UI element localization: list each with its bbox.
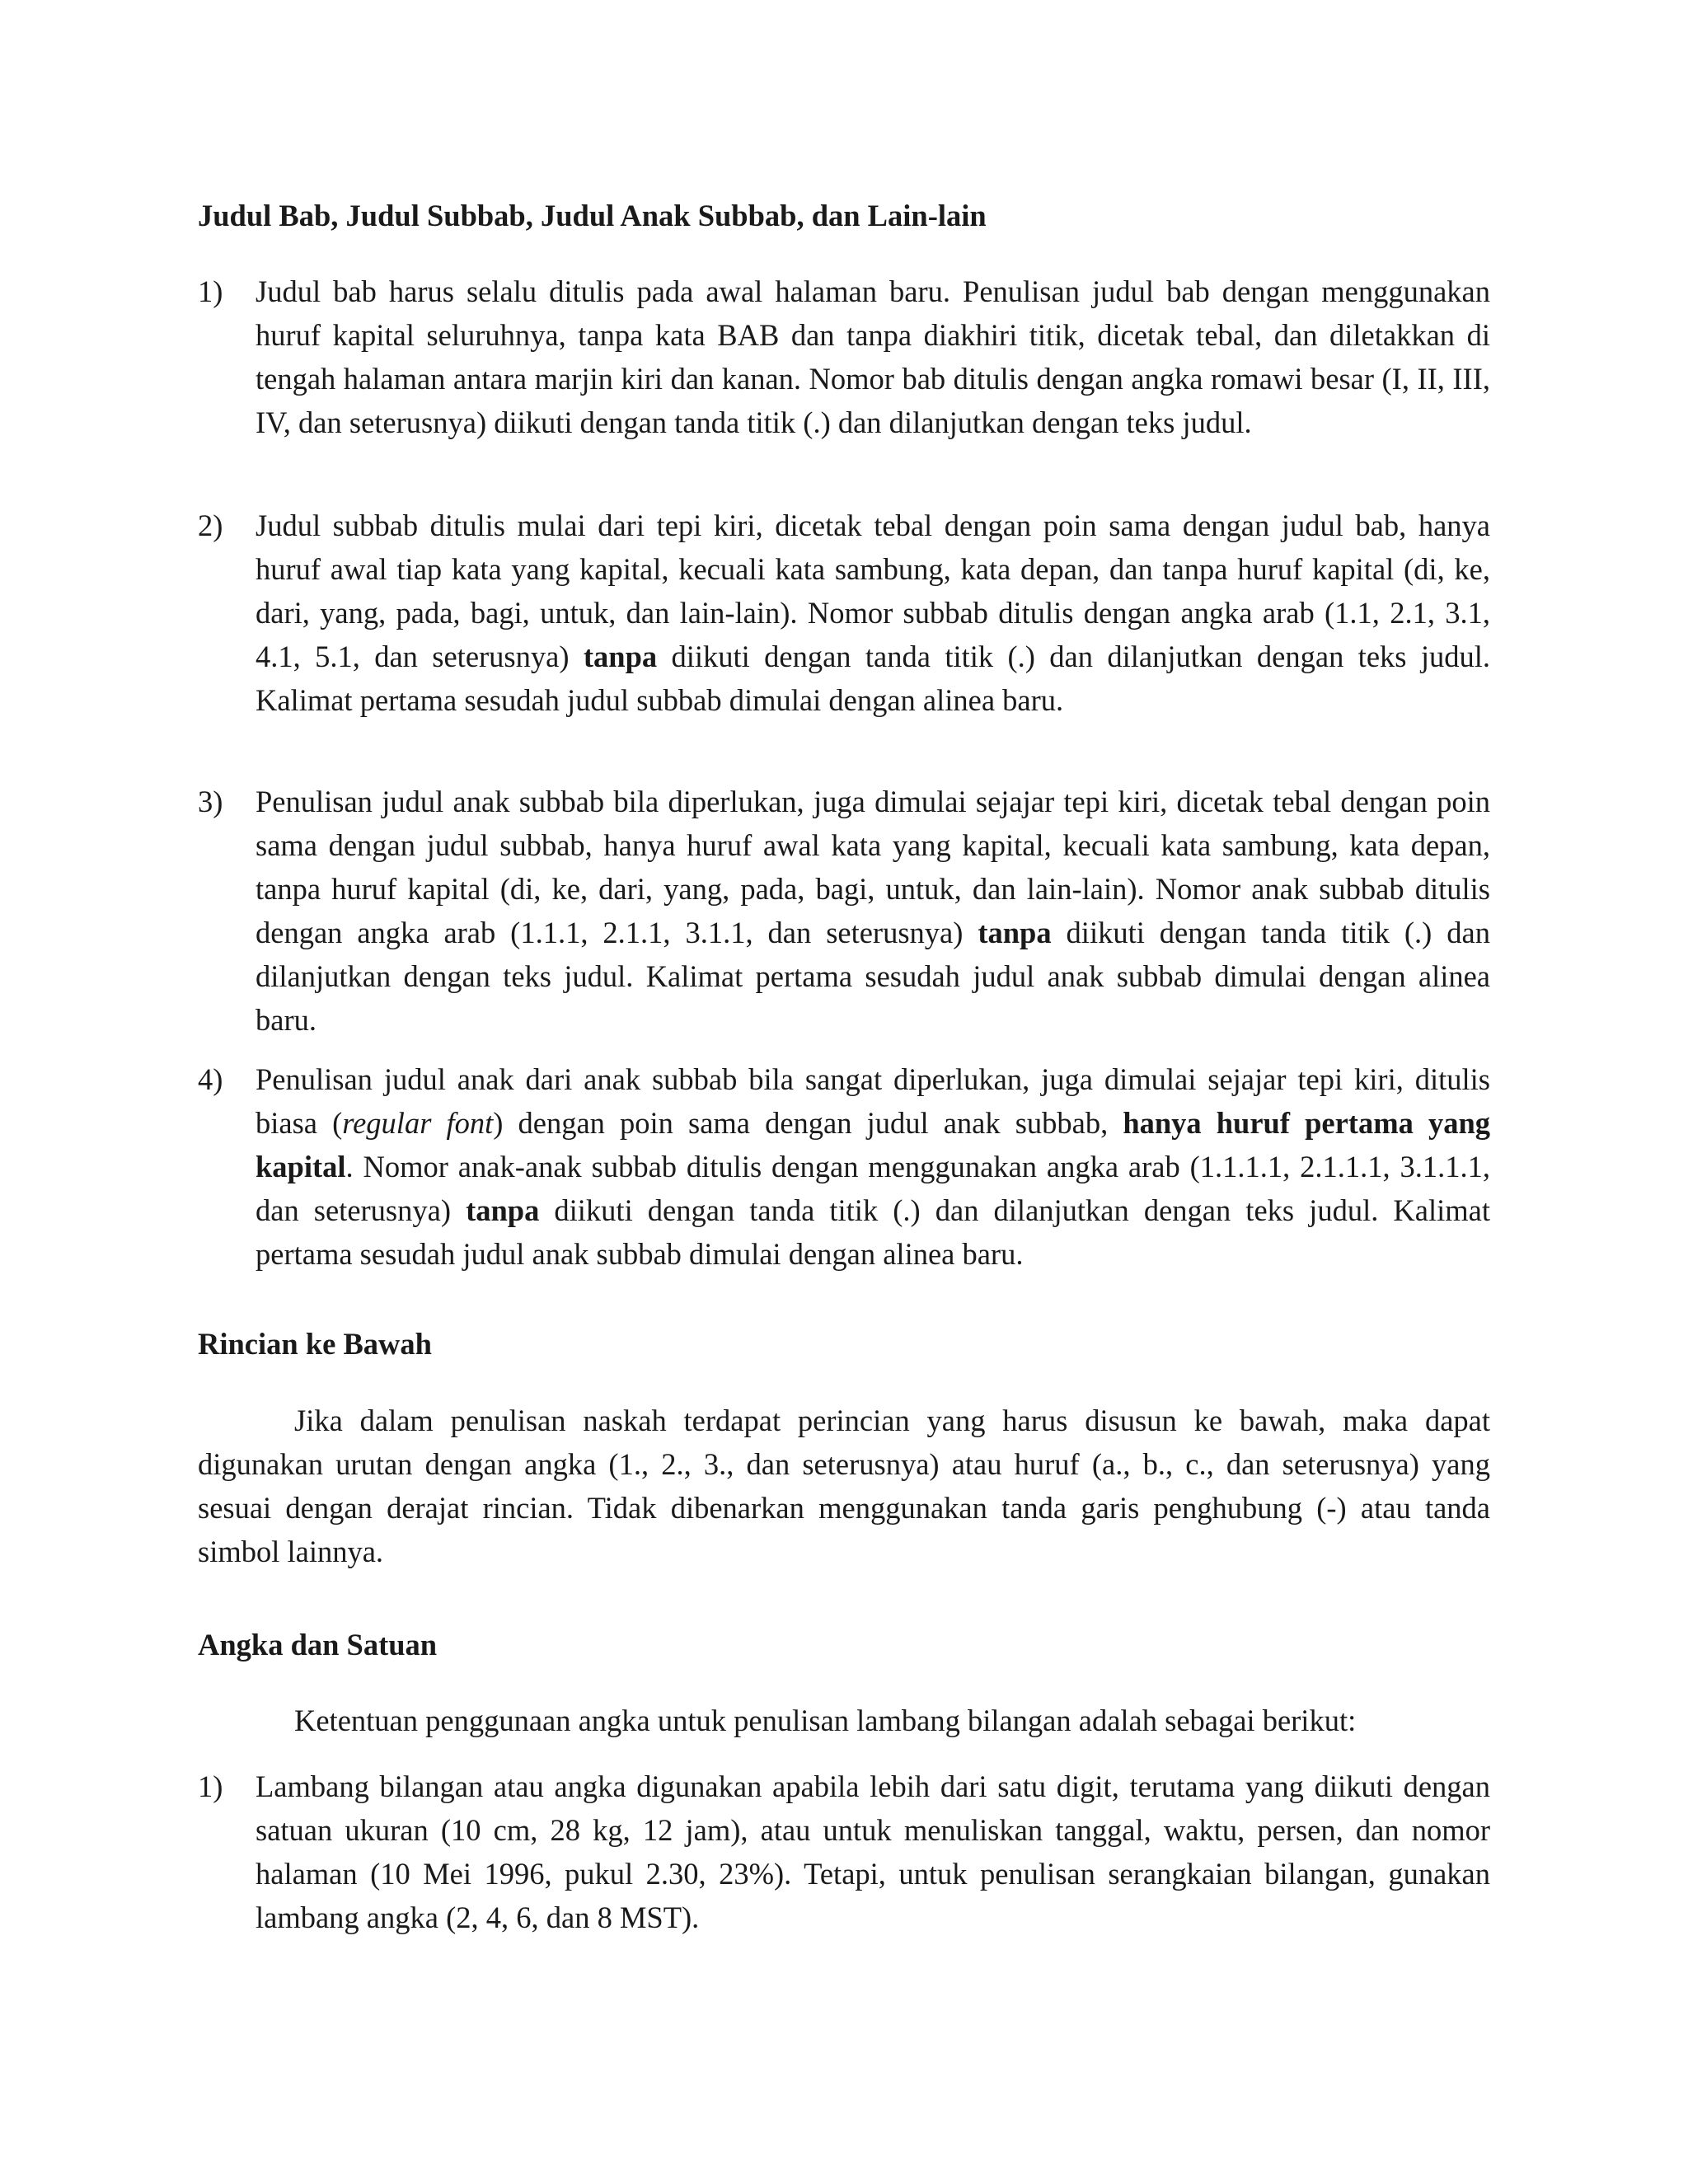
text-run: Penulisan judul anak subbab bila diperlukan, juga dimulai sejajar tepi kiri, dicetak tebal dengan poin sama dengan judul subbab, hanya huruf awal kata yang kapital, kecuali kata sambung, kata depan, tanpa huruf kapital (di, ke, dari, yang, pada, bagi, untuk, dan lain-lain). Nomor anak subbab ditulis dengan angka arab (1.1.1, 2.1.1, 3.1.1, dan seterusnya) [256, 785, 1490, 949]
section-heading-rincian: Rincian ke Bawah [198, 1327, 432, 1361]
bold-text: hanya huruf pertama yang kapital [256, 1106, 1490, 1183]
bold-text: tanpa [978, 916, 1052, 949]
bold-text: tanpa [583, 640, 658, 673]
list-item [198, 1057, 1490, 1276]
section-heading-judul: Judul Bab, Judul Subbab, Judul Anak Subbab, dan Lain-lain [198, 199, 987, 232]
text-run: Judul subbab ditulis mulai dari tepi kiri, dicetak tebal dengan poin sama dengan judul bab, hanya huruf awal tiap kata yang kapital, kecuali kata sambung, kata depan, dan tanpa huruf kapital (di, ke, dari, yang, pada, bagi, untuk, dan lain-lain). Nomor subbab ditulis dengan angka arab (1.1, 2.1, 3.1, 4.1, 5.1, dan seterusnya) [256, 509, 1490, 673]
intro-sentence: Ketentuan penggunaan angka untuk penulisan lambang bilangan adalah sebagai berikut: [294, 1704, 1357, 1737]
list-item-number: 2) [198, 509, 223, 542]
list-item [198, 1765, 1490, 1939]
list-item-number: 1) [198, 274, 223, 308]
list-item-text [256, 780, 1490, 1042]
list-item-text [256, 1765, 1490, 1939]
section-heading-angka: Angka dan Satuan [198, 1628, 438, 1661]
list-item [198, 780, 1490, 1042]
list-item-number: 3) [198, 785, 223, 818]
list-item [198, 269, 1490, 444]
text-run: diikuti dengan tanda titik (.) dan dilanjutkan dengan teks judul. Kalimat pertama sesudah judul subbab dimulai dengan alinea baru. [256, 640, 1490, 717]
text-run: . Nomor anak-anak subbab ditulis dengan menggunakan angka arab (1.1.1.1, 2.1.1.1, 3.1.1.1, dan seterusnya) [256, 1150, 1490, 1227]
list-item-text [256, 269, 1490, 444]
text-run: diikuti dengan tanda titik (.) dan dilanjutkan dengan teks judul. Kalimat pertama sesudah judul anak subbab dimulai dengan alinea baru. [256, 1193, 1490, 1271]
text-run: Penulisan judul anak dari anak subbab bila sangat diperlukan, juga dimulai sejajar tepi kiri, ditulis biasa ( [256, 1062, 1490, 1140]
text-run: ) dengan poin sama dengan judul anak subbab, [493, 1106, 1123, 1140]
italic-text: regular font [342, 1106, 494, 1140]
text-run: diikuti dengan tanda titik (.) dan dilanjutkan dengan teks judul. Kalimat pertama sesudah judul anak subbab dimulai dengan alinea baru. [256, 916, 1490, 1037]
list-item-text [256, 1057, 1490, 1276]
list-item-number: 1) [198, 1769, 223, 1803]
text-run: Judul bab harus selalu ditulis pada awal halaman baru. Penulisan judul bab dengan menggunakan huruf kapital seluruhnya, tanpa kata BAB dan tanpa diakhiri titik, dicetak tebal, dan diletakkan di tengah halaman antara marjin kiri dan kanan. Nomor bab ditulis dengan angka romawi besar (I, II, III, IV, dan seterusnya) diikuti dengan tanda titik (.) dan dilanjutkan dengan teks judul. [256, 274, 1490, 439]
list-item [198, 504, 1490, 722]
text-run: Lambang bilangan atau angka digunakan apabila lebih dari satu digit, terutama yang diikuti dengan satuan ukuran (10 cm, 28 kg, 12 jam), atau untuk menuliskan tanggal, waktu, persen, dan nomor halaman (10 Mei 1996, pukul 2.30, 23%). Tetapi, untuk penulisan serangkaian bilangan, gunakan lambang angka (2, 4, 6, dan 8 MST). [256, 1769, 1490, 1934]
list-item-text [256, 504, 1490, 722]
list-item-number: 4) [198, 1062, 223, 1096]
bold-text: tanpa [466, 1193, 540, 1227]
body-paragraph: Jika dalam penulisan naskah terdapat perincian yang harus disusun ke bawah, maka dapat digunakan urutan dengan angka (1., 2., 3., dan seterusnya) atau huruf (a., b., c., dan seterusnya) yang sesuai dengan derajat rincian. Tidak dibenarkan menggunakan tanda garis penghubung (-) atau tanda simbol lainnya. [198, 1404, 1490, 1568]
